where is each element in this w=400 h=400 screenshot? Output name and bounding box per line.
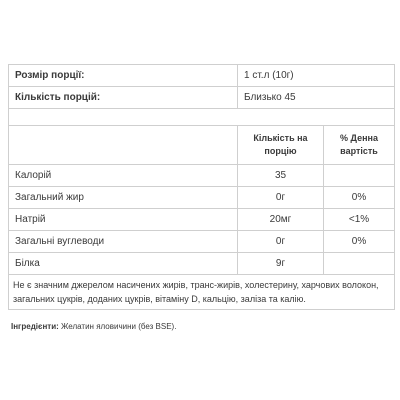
spacer-row [9,109,395,126]
amount-column-header: Кількість на порцію [238,126,324,165]
serving-size-value: 1 ст.л (10г) [238,65,395,87]
nutrient-daily-value: <1% [324,209,395,231]
nutrient-row [9,187,395,209]
ingredients-label: Інгредієнти: [11,322,59,331]
footnote-text: Не є значним джерелом насичених жирів, транс-жирів, холестерину, харчових волокон, загальних цукрів, доданих цукрів, вітаміну D, кальцію, заліза та калію. [9,275,395,310]
column-header-row [9,126,395,165]
nutrient-amount: 0г [238,187,324,209]
nutrient-name: Загальний жир [9,187,238,209]
servings-count-value: Близько 45 [238,87,395,109]
nutrient-daily-value [324,165,395,187]
nutrient-amount: 0г [238,231,324,253]
nutrient-row [9,209,395,231]
nutrient-row [9,165,395,187]
nutrient-daily-value [324,253,395,275]
nutrient-column-header [9,126,238,165]
nutrient-name: Калорій [9,165,238,187]
nutrient-amount: 20мг [238,209,324,231]
servings-count-label: Кількість порцій: [9,87,238,109]
daily-value-column-header: % Денна вартість [324,126,395,165]
nutrient-amount: 35 [238,165,324,187]
serving-size-row [9,65,395,87]
ingredients-text: Желатин яловичини (без BSE). [58,322,177,331]
footnote-row [9,275,395,310]
nutrient-name: Загальні вуглеводи [9,231,238,253]
nutrient-daily-value: 0% [324,187,395,209]
nutrient-amount: 9г [238,253,324,275]
nutrient-row [9,231,395,253]
nutrient-daily-value: 0% [324,231,395,253]
serving-size-label: Розмір порції: [9,65,238,87]
nutrient-name: Білка [9,253,238,275]
nutrition-facts-table [8,64,395,310]
nutrient-row [9,253,395,275]
servings-count-row [9,87,395,109]
nutrient-name: Натрій [9,209,238,231]
ingredients-line [11,322,391,331]
